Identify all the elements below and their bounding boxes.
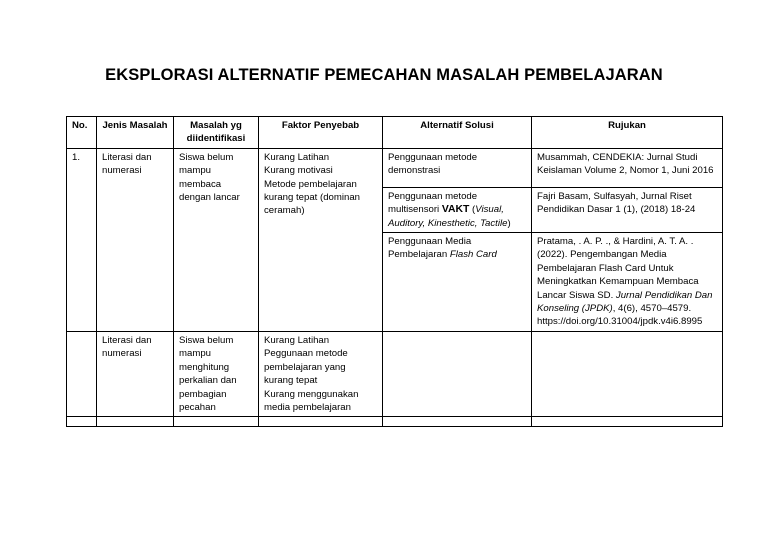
page-title: EKSPLORASI ALTERNATIF PEMECAHAN MASALAH PEMBELAJARAN — [105, 66, 663, 84]
faktor-item: Kurang Latihan — [264, 151, 330, 163]
header-jenis-masalah: Jenis Masalah — [97, 117, 174, 149]
cell-rujukan-2: Fajri Basam, Sulfasyah, Jurnal Riset Pendidikan Dasar 1 (1), (2018) 18-24 — [532, 187, 723, 232]
exploration-table — [66, 116, 723, 427]
cell-faktor-penyebab — [259, 331, 383, 416]
cell-solusi-2: Penggunaan metode multisensori VAKT (Visual, Auditory, Kinesthetic, Tactile) — [383, 187, 532, 232]
cell-masalah: Siswa belum mampu menghitung perkalian dan pembagian pecahan — [174, 331, 259, 416]
header-rujukan: Rujukan — [532, 117, 723, 149]
cell-solusi — [383, 331, 532, 416]
cell-no: 1. — [67, 148, 97, 331]
empty-row — [67, 417, 723, 427]
header-alternatif-solusi: Alternatif Solusi — [383, 117, 532, 149]
cell-solusi-1: Penggunaan metode demonstrasi — [383, 148, 532, 187]
cell-rujukan-3: Pratama, . A. P. ., & Hardini, A. T. A. . (2022). Pengembangan Media Pembelajaran Flash Card Untuk Meningkatkan Kemampuan Membaca Lancar Siswa SD. Jurnal Pendidikan Dan Konseling (JPDK), 4(6), 4570–4579. https://doi.org/10.31004/jpdk.v4i6.8995 — [532, 233, 723, 332]
cell-rujukan — [532, 331, 723, 416]
header-no: No. — [67, 117, 97, 149]
table-row — [67, 148, 723, 187]
cell-rujukan-1: Musammah, CENDEKIA: Jurnal Studi Keislaman Volume 2, Nomor 1, Juni 2016 — [532, 148, 723, 187]
table-row — [67, 331, 723, 416]
header-faktor-penyebab: Faktor Penyebab — [259, 117, 383, 149]
cell-masalah: Siswa belum mampu membaca dengan lancar — [174, 148, 259, 331]
faktor-item: Kurang menggunakan media pembelajaran — [264, 388, 359, 413]
cell-solusi-3: Penggunaan Media Pembelajaran Flash Card — [383, 233, 532, 332]
faktor-item: Metode pembelajaran kurang tepat (dominan ceramah) — [264, 178, 360, 217]
cell-no — [67, 331, 97, 416]
cell-jenis-masalah: Literasi dan numerasi — [97, 331, 174, 416]
faktor-item: Kurang motivasi — [264, 165, 333, 177]
header-masalah: Masalah yg diidentifikasi — [174, 117, 259, 149]
cell-jenis-masalah: Literasi dan numerasi — [97, 148, 174, 331]
faktor-item: Kurang Latihan — [264, 334, 330, 346]
header-row — [67, 117, 723, 149]
cell-faktor-penyebab — [259, 148, 383, 331]
faktor-item: Peggunaan metode pembelajaran yang kurang tepat — [264, 348, 348, 387]
